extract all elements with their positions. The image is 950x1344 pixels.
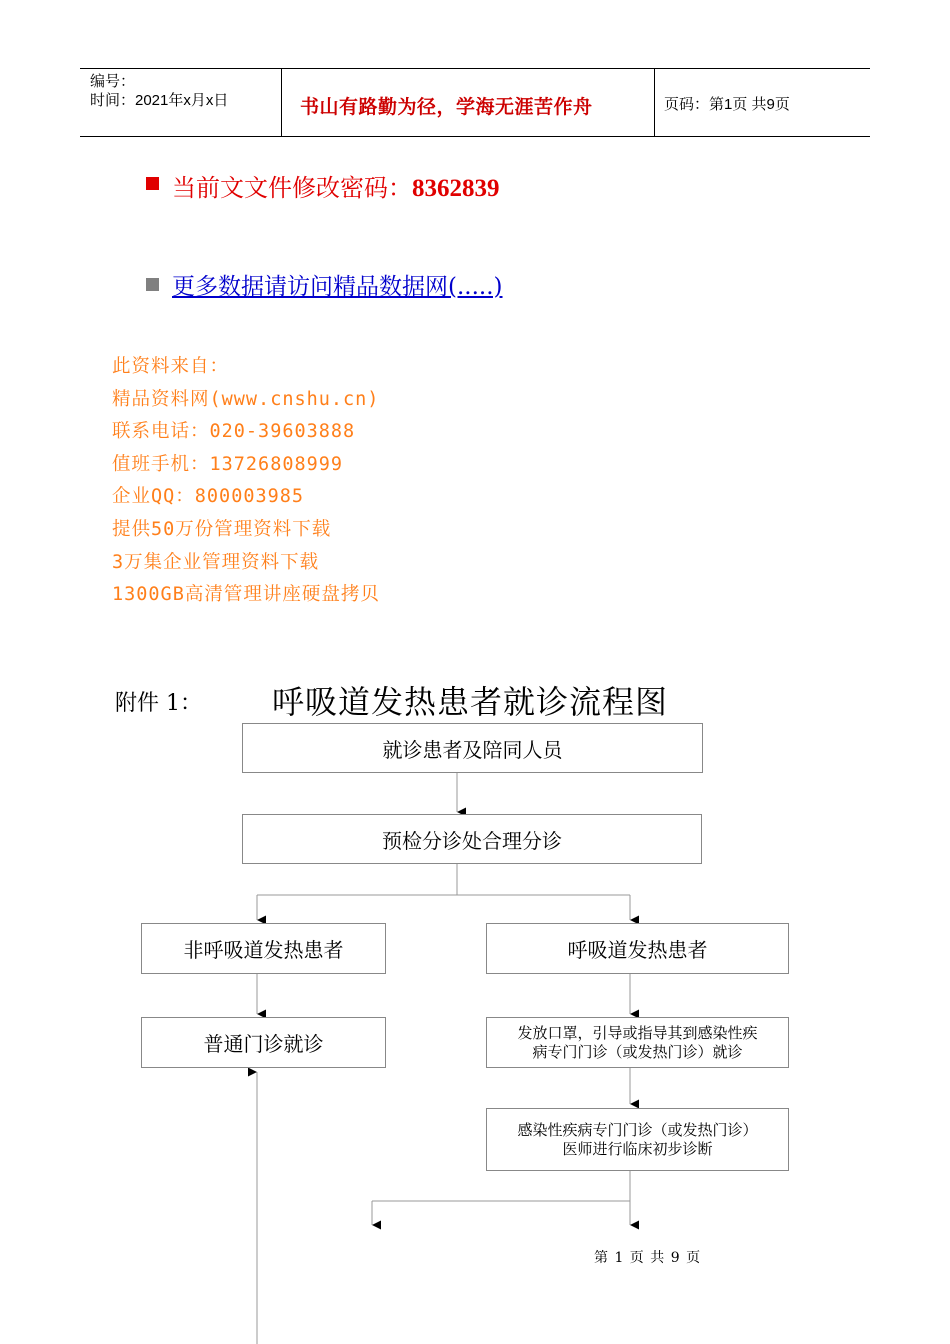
page-footer: 第 1 页 共 9 页 — [594, 1250, 702, 1266]
source-info-line: 3万集企业管理资料下载 — [112, 551, 320, 573]
flow-box-patients-label: 就诊患者及陪同人员 — [382, 737, 563, 762]
flow-box-initial-diagnosis-line: 感染性疾病专门门诊（或发热门诊） — [517, 1120, 758, 1139]
flow-box-mask-guidance-line: 病专门门诊（或发热门诊）就诊 — [532, 1042, 743, 1061]
source-info-line: 值班手机：13726808999 — [112, 453, 344, 475]
flow-box-general-clinic — [141, 1017, 386, 1068]
flow-box-patients — [242, 723, 703, 773]
flow-box-respiratory-label: 呼吸道发热患者 — [567, 938, 708, 962]
attachment-label: 附件 1： — [115, 691, 202, 716]
source-info-line: 1300GB高清管理讲座硬盘拷贝 — [112, 584, 380, 606]
source-info-line: 精品资料网(www.cnshu.cn) — [112, 388, 380, 410]
flow-box-respiratory — [486, 923, 789, 974]
source-info-line: 联系电话：020-39603888 — [112, 421, 356, 443]
flow-box-non-respiratory — [141, 923, 386, 974]
flow-box-mask-guidance — [486, 1017, 789, 1068]
flow-box-initial-diagnosis-line: 医师进行临床初步诊断 — [562, 1139, 713, 1158]
source-info-line: 提供50万份管理资料下载 — [112, 518, 332, 540]
source-info-line: 此资料来自： — [112, 356, 230, 377]
source-info-line: 企业QQ：800003985 — [112, 486, 305, 508]
header-motto: 书山有路勤为径，学海无涯苦作舟 — [300, 96, 593, 118]
flow-box-non-respiratory-label: 非呼吸道发热患者 — [183, 938, 344, 962]
flowchart-title: 呼吸道发热患者就诊流程图 — [272, 683, 669, 721]
password-value: 8362839 — [412, 175, 500, 202]
flow-box-general-clinic-label: 普通门诊就诊 — [203, 1032, 324, 1056]
flow-box-initial-diagnosis — [486, 1108, 789, 1171]
password-notice-prefix: 当前文文件修改密码： — [172, 174, 412, 202]
document-number-label: 编号： — [90, 73, 136, 90]
document-time-label: 时间：2021年x月x日 — [90, 92, 229, 109]
more-data-link[interactable]: 更多数据请访问精品数据网(.....) — [172, 274, 503, 300]
flow-box-triage-label: 预检分诊处合理分诊 — [382, 828, 562, 853]
flow-box-mask-guidance-line: 发放口罩，引导或指导其到感染性疾 — [517, 1023, 758, 1042]
flow-box-triage — [242, 814, 702, 864]
header-page-info: 页码：第1页 共9页 — [664, 96, 790, 113]
